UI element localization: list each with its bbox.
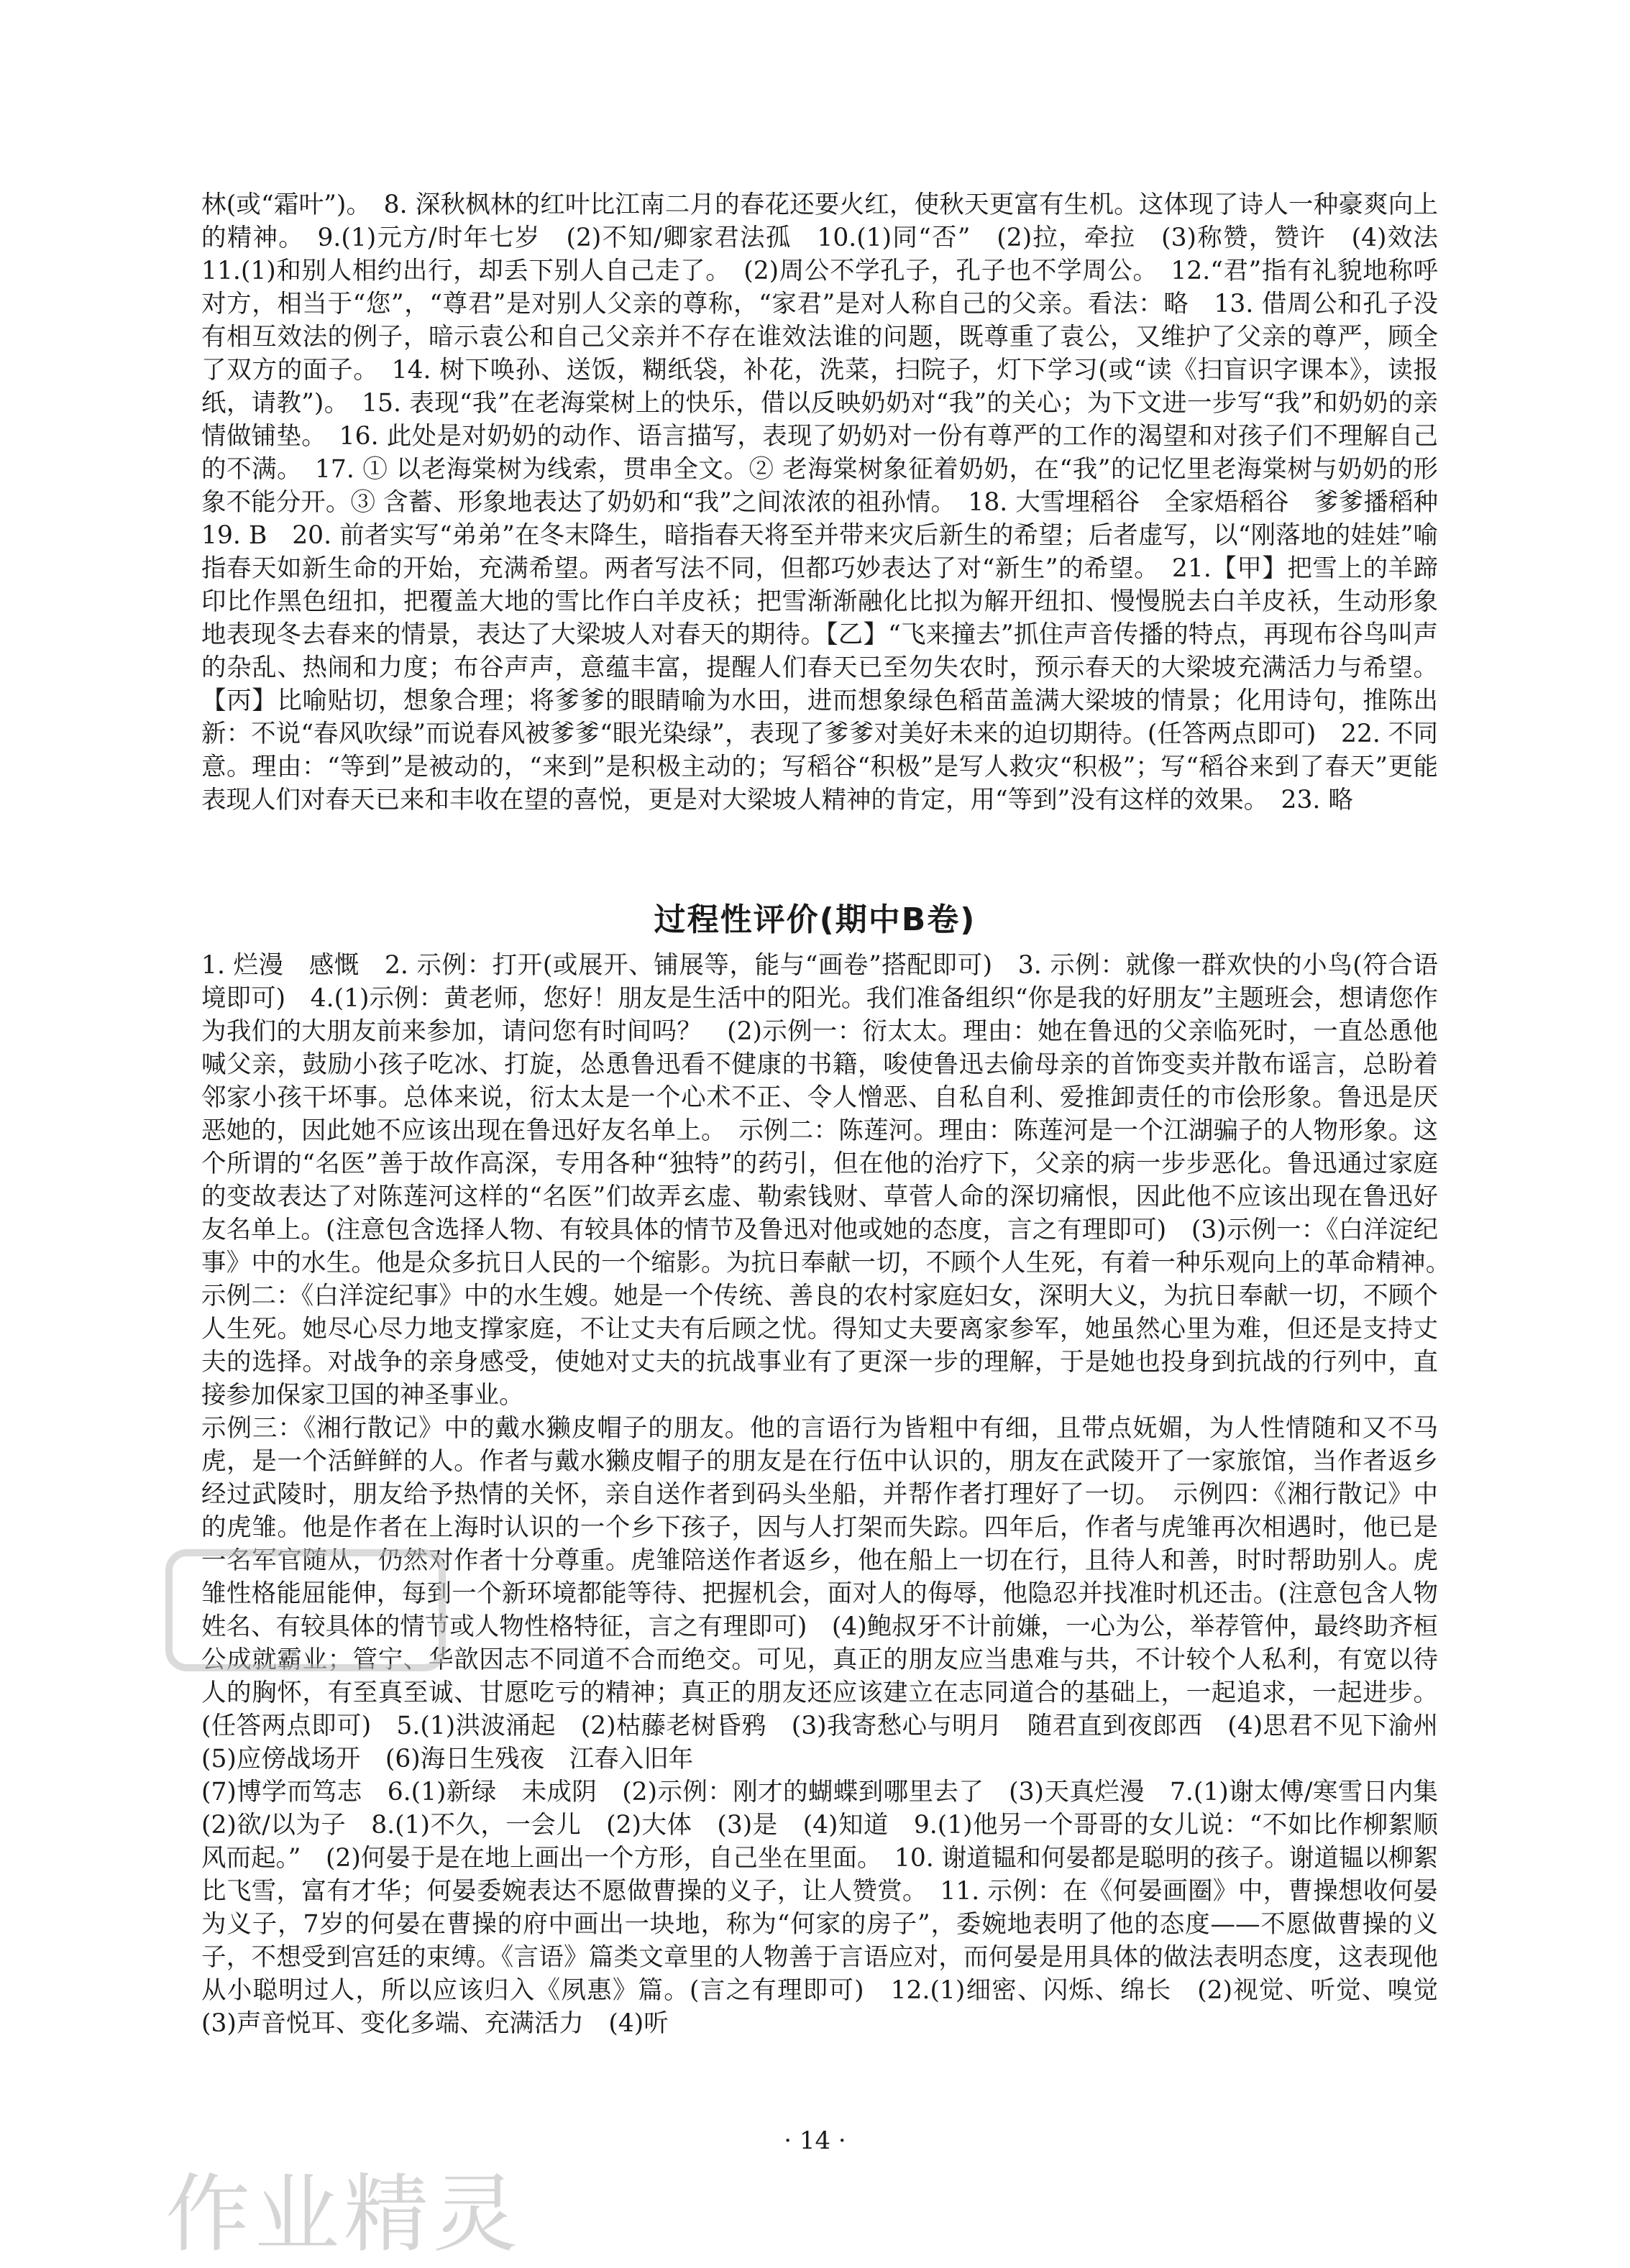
answer-block-midterm-b — [201, 949, 1463, 2040]
answer-paragraph-3: (7)博学而笃志 6.(1)新绿 未成阴 (2)示例：刚才的蝴蝶到哪里去了 (3)天真烂漫 7.(1)谢太傅/寒雪日内集 (2)欲/以为子 8.(1)不久，一会儿 (2)大体 (3)是 (4)知道 9.(1)他另一个哥哥的女儿说：“不如比作柳絮顺风而起。” (2)何晏于是在地上画出一个方形，自己坐在里面。 10. 谢道韫和何晏都是聪明的孩子。谢道韫以柳絮比飞雪，富有才华；何晏委婉表达不愿做曹操的义子，让人赞赏。 11. 示例：在《何晏画圈》中，曹操想收何晏为义子，7岁的何晏在曹操的府中画出一块地，称为“何家的房子”，委婉地表明了他的态度——不愿做曹操的义子，不想受到宫廷的束缚。《言语》篇类文章里的人物善于言语应对，而何晏是用具体的做法表明态度，这表现他从小聪明过人，所以应该归入《夙惠》篇。(言之有理即可) 12.(1)细密、闪烁、绵长 (2)视觉、听觉、嗅觉 (3)声音悦耳、变化多端、充满活力 (4)听 — [201, 1778, 1463, 2038]
answer-block-top — [201, 188, 1463, 817]
answer-paragraph: 林(或“霜叶”)。 8. 深秋枫林的红叶比江南二月的春花还要火红，使秋天更富有生机。这体现了诗人一种豪爽向上的精神。 9.(1)元方/时年七岁 (2)不知/卿家君法孤 10.(1)同“否” (2)拉，牵拉 (3)称赞，赞许 (4)效法 11.(1)和别人相约出行，却丢下别人自己走了。 (2)周公不学孔子，孔子也不学周公。 12.“君”指有礼貌地称呼对方，相当于“您”，“尊君”是对别人父亲的尊称，“家君”是对人称自己的父亲。看法：略 13. 借周公和孔子没有相互效法的例子，暗示袁公和自己父亲并不存在谁效法谁的问题，既尊重了袁公，又维护了父亲的尊严，顾全了双方的面子。 14. 树下唤孙、送饭，糊纸袋，补花，洗菜，扫院子，灯下学习(或“读《扫盲识字课本》，读报纸，请教”)。 15. 表现“我”在老海棠树上的快乐，借以反映奶奶对“我”的关心；为下文进一步写“我”和奶奶的亲情做铺垫。 16. 此处是对奶奶的动作、语言描写，表现了奶奶对一份有尊严的工作的渴望和对孩子们不理解自己的不满。 17. ① 以老海棠树为线索，贯串全文。② 老海棠树象征着奶奶，在“我”的记忆里老海棠树与奶奶的形象不能分开。③ 含蓄、形象地表达了奶奶和“我”之间浓浓的祖孙情。 18. 大雪埋稻谷 全家焐稻谷 爹爹播稻种 19. B 20. 前者实写“弟弟”在冬末降生，暗指春天将至并带来灾后新生的希望；后者虚写，以“刚落地的娃娃”喻指春天如新生命的开始，充满希望。两者写法不同，但都巧妙表达了对“新生”的希望。 21.【甲】把雪上的羊蹄印比作黑色纽扣，把覆盖大地的雪比作白羊皮袄；把雪渐渐融化比拟为解开纽扣、慢慢脱去白羊皮袄，生动形象地表现冬去春来的情景，表达了大梁坡人对春天的期待。【乙】“飞来撞去”抓住声音传播的特点，再现布谷鸟叫声的杂乱、热闹和力度；布谷声声，意蕴丰富，提醒人们春天已至勿失农时，预示春天的大梁坡充满活力与希望。【丙】比喻贴切，想象合理；将爹爹的眼睛喻为水田，进而想象绿色稻苗盖满大梁坡的情景；化用诗句，推陈出新：不说“春风吹绿”而说春风被爹爹“眼光染绿”，表现了爹爹对美好未来的迫切期待。(任答两点即可) 22. 不同意。理由：“等到”是被动的，“来到”是积极主动的；写稻谷“积极”是写人救灾“积极”；写“稻谷来到了春天”更能表现人们对春天已来和丰收在望的喜悦，更是对大梁坡人精神的肯定，用“等到”没有这样的效果。 23. 略 — [201, 190, 1463, 814]
answer-paragraph-1: 1. 烂漫 感慨 2. 示例：打开(或展开、铺展等，能与“画卷”搭配即可) 3. 示例：就像一群欢快的小鸟(符合语境即可) 4.(1)示例：黄老师，您好！朋友是生活中的阳光。我们准备组织“你是我的好朋友”主题班会，想请您作为我们的大朋友前来参加，请问您有时间吗？ (2)示例一：衍太太。理由：她在鲁迅的父亲临死时，一直怂恿他喊父亲，鼓励小孩子吃冰、打旋，怂恿鲁迅看不健康的书籍，唆使鲁迅去偷母亲的首饰变卖并散布谣言，总盼着邻家小孩干坏事。总体来说，衍太太是一个心术不正、令人憎恶、自私自利、爱推卸责任的市侩形象。鲁迅是厌恶她的，因此她不应该出现在鲁迅好友名单上。 示例二：陈莲河。理由：陈莲河是一个江湖骗子的人物形象。这个所谓的“名医”善于故作高深，专用各种“独特”的药引，但在他的治疗下，父亲的病一步步恶化。鲁迅通过家庭的变故表达了对陈莲河这样的“名医”们故弄玄虚、勒索钱财、草菅人命的深切痛恨，因此他不应该出现在鲁迅好友名单上。(注意包含选择人物、有较具体的情节及鲁迅对他或她的态度，言之有理即可) (3)示例一：《白洋淀纪事》中的水生。他是众多抗日人民的一个缩影。为抗日奉献一切，不顾个人生死，有着一种乐观向上的革命精神。 示例二：《白洋淀纪事》中的水生嫂。她是一个传统、善良的农村家庭妇女，深明大义，为抗日奉献一切，不顾个人生死。她尽心尽力地支撑家庭，不让丈夫有后顾之忧。得知丈夫要离家参军，她虽然心里为难，但还是支持丈夫的选择。对战争的亲身感受，使她对丈夫的抗战事业有了更深一步的理解，于是她也投身到抗战的行列中，直接参加保家卫国的神圣事业。 — [201, 951, 1463, 1410]
watermark-logo: 作业精灵 — [165, 2164, 523, 2264]
answer-paragraph-2: 示例三：《湘行散记》中的戴水獭皮帽子的朋友。他的言语行为皆粗中有细，且带点妩媚，为人性情随和又不马虎，是一个活鲜鲜的人。作者与戴水獭皮帽子的朋友是在行伍中认识的，朋友在武陵开了一家旅馆，当作者返乡经过武陵时，朋友给予热情的关怀，亲自送作者到码头坐船，并帮作者打理好了一切。 示例四：《湘行散记》中的虎雏。他是作者在上海时认识的一个乡下孩子，因与人打架而失踪。四年后，作者与虎雏再次相遇时，他已是一名军官随从，仍然对作者十分尊重。虎雏陪送作者返乡，他在船上一切在行，且待人和善，时时帮助别人。虎雏性格能屈能伸，每到一个新环境都能等待、把握机会，面对人的侮辱，他隐忍并找准时机还击。(注意包含人物姓名、有较具体的情节或人物性格特征，言之有理即可) (4)鲍叔牙不计前嫌，一心为公，举荐管仲，最终助齐桓公成就霸业；管宁、华歆因志不同道不合而绝交。可见，真正的朋友应当患难与共，不计较个人私利，有宽以待人的胸怀，有至真至诚、甘愿吃亏的精神；真正的朋友还应该建立在志同道合的基础上，一起追求，一起进步。(任答两点即可) 5.(1)洪波涌起 (2)枯藤老树昏鸦 (3)我寄愁心与明月 随君直到夜郎西 (4)思君不见下渝州 (5)应傍战场开 (6)海日生残夜 江春入旧年 — [201, 1414, 1463, 1773]
section-title: 过程性评价(期中B卷) — [654, 901, 976, 938]
faint-stamp-mark — [165, 1549, 446, 1671]
page-number: · 14 · — [784, 2126, 846, 2155]
